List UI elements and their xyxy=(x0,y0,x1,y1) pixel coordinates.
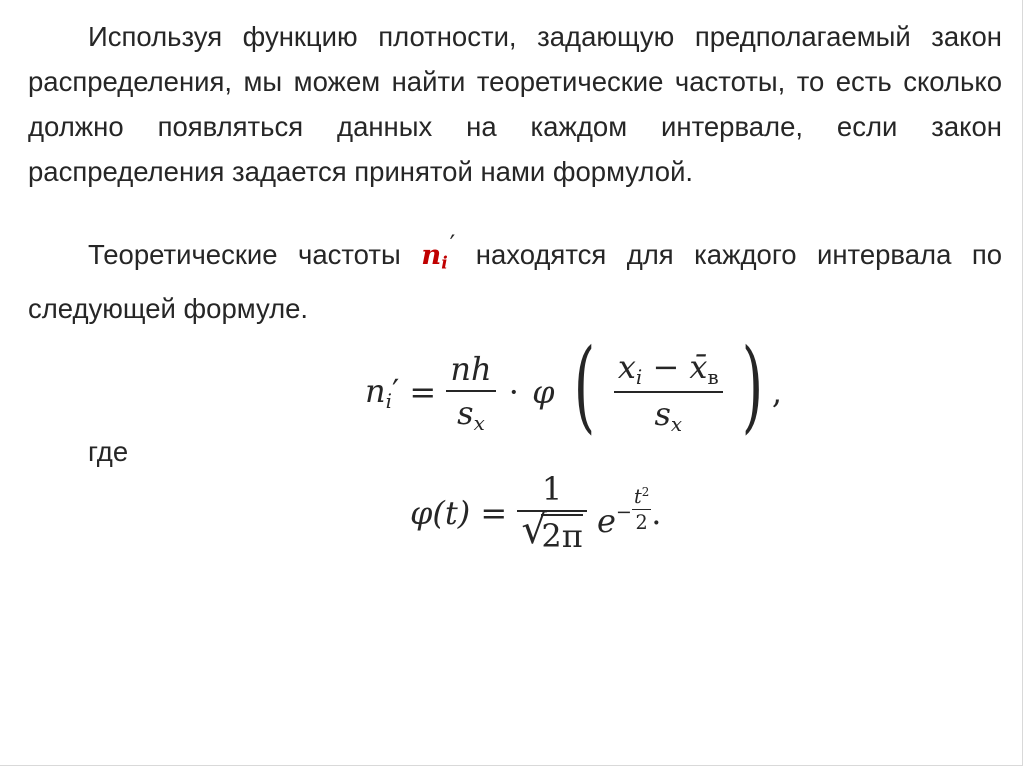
formula-density xyxy=(410,470,661,555)
inner-numerator-minus: − xyxy=(652,348,680,387)
density-denominator xyxy=(517,507,586,555)
highlight-symbol-prime: ′ xyxy=(449,230,456,259)
fraction-denominator-sub: x xyxy=(473,411,485,435)
inner-numerator-xbar-sub: в xyxy=(707,366,719,389)
density-fraction xyxy=(517,470,586,555)
inner-numerator-xbar: x̄ xyxy=(689,348,708,387)
formula-phi: φ xyxy=(532,373,555,411)
formula-inner-fraction xyxy=(614,348,723,436)
inner-denominator-sub: x xyxy=(670,412,683,436)
density-trailing-period: . xyxy=(651,493,662,532)
exp-minus: − xyxy=(615,500,632,524)
formula-equals: = xyxy=(409,373,437,411)
paragraph-theoretical xyxy=(28,222,1002,331)
paragraph-theoretical-after: находятся для каждого интервала по следующей формуле. xyxy=(28,239,1003,325)
exp-denominator: 2 xyxy=(632,509,651,534)
paragraph-intro xyxy=(28,14,1002,194)
highlight-symbol-base: n xyxy=(421,239,442,272)
inner-numerator-x-sub: i xyxy=(635,366,643,389)
exp-exponent xyxy=(616,485,651,534)
inner-numerator xyxy=(614,348,723,391)
formula-left-paren: ( xyxy=(573,327,595,444)
exp-numerator-sup: 2 xyxy=(641,485,650,500)
formula-lhs-prime: ′ xyxy=(391,371,400,410)
formula-lhs-sub: i xyxy=(385,389,392,413)
exp-numerator-base: t xyxy=(633,485,642,509)
fraction-denominator xyxy=(446,390,495,435)
exp-numerator xyxy=(632,485,651,509)
sqrt-body-text: 2π xyxy=(541,517,583,555)
sqrt-body xyxy=(541,514,582,555)
fraction-numerator: nh xyxy=(450,349,492,388)
inner-numerator-x: x xyxy=(617,348,636,387)
density-numerator: 1 xyxy=(541,470,563,508)
formula-right-paren: ) xyxy=(741,327,764,444)
highlight-symbol xyxy=(421,230,456,274)
sqrt-expression xyxy=(521,507,583,555)
formula-fraction-nh xyxy=(446,350,495,435)
density-lhs: φ(t) xyxy=(410,493,471,532)
formula-lhs xyxy=(365,372,399,413)
paragraph-intro-text: Используя функцию плотности, задающую предполагаемый закон распределения, мы можем найти теоретические частоты, то есть сколько должно появляться данных на каждом интервале, если закон распределения задается принятой нами формулой. xyxy=(28,21,1002,187)
formula-dot: · xyxy=(508,373,519,411)
where-label: где xyxy=(88,436,129,467)
formula-lhs-base: n xyxy=(365,371,386,410)
exp-fraction xyxy=(632,485,651,534)
fraction-denominator-base: s xyxy=(457,393,474,432)
highlight-symbol-sub: i xyxy=(441,253,448,274)
formula-trailing-comma: , xyxy=(771,373,782,411)
density-equals: = xyxy=(480,493,508,532)
paragraph-theoretical-before: Теоретические частоты xyxy=(88,239,401,271)
sqrt-sign: √ xyxy=(521,507,547,553)
formula-frequency xyxy=(365,327,782,444)
inner-denominator-base: s xyxy=(654,395,671,433)
exp-base: e xyxy=(596,501,616,540)
density-exponential xyxy=(597,485,651,540)
inner-denominator xyxy=(614,391,723,436)
